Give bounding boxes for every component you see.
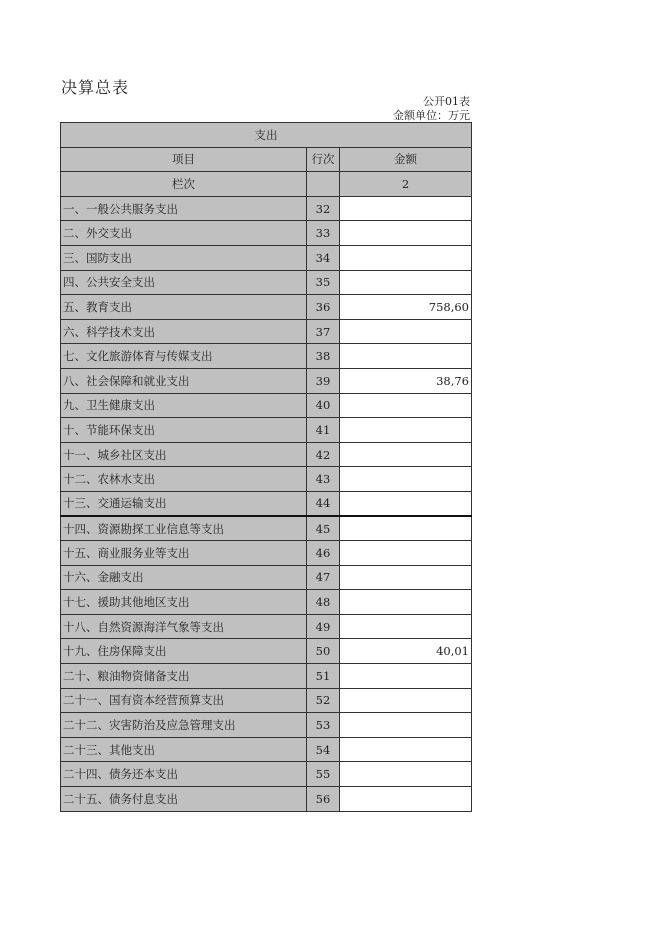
row-amount[interactable] <box>340 196 472 221</box>
row-item: 七、文化旅游体育与传媒支出 <box>61 344 307 369</box>
column-header-line: 行次 <box>307 147 340 172</box>
row-item: 八、社会保障和就业支出 <box>61 368 307 393</box>
section-header: 支出 <box>61 123 472 148</box>
row-amount[interactable] <box>340 418 472 443</box>
table-row <box>61 664 472 689</box>
table-row <box>61 344 472 369</box>
row-item: 九、卫生健康支出 <box>61 393 307 418</box>
row-item: 十五、商业服务业等支出 <box>61 541 307 566</box>
row-line: 53 <box>307 713 340 738</box>
row-amount[interactable] <box>340 541 472 566</box>
row-amount[interactable] <box>340 319 472 344</box>
table-row <box>61 393 472 418</box>
row-line: 38 <box>307 344 340 369</box>
table-row <box>61 787 472 812</box>
row-amount[interactable]: 758,60 <box>340 295 472 320</box>
table-row <box>61 565 472 590</box>
row-amount[interactable] <box>340 688 472 713</box>
table-row <box>61 442 472 467</box>
row-item: 十六、金融支出 <box>61 565 307 590</box>
table-row <box>61 713 472 738</box>
table-row <box>61 196 472 221</box>
row-item: 十七、援助其他地区支出 <box>61 590 307 615</box>
row-line: 54 <box>307 737 340 762</box>
row-amount[interactable] <box>340 467 472 492</box>
row-item: 十二、农林水支出 <box>61 467 307 492</box>
row-amount[interactable] <box>340 565 472 590</box>
row-amount[interactable] <box>340 787 472 812</box>
row-line: 35 <box>307 270 340 295</box>
row-line: 56 <box>307 787 340 812</box>
column-header-amount: 金额 <box>340 147 472 172</box>
row-item: 四、公共安全支出 <box>61 270 307 295</box>
row-line: 51 <box>307 664 340 689</box>
row-line: 52 <box>307 688 340 713</box>
row-line: 47 <box>307 565 340 590</box>
table-row <box>61 614 472 639</box>
table-row <box>61 737 472 762</box>
row-item: 十四、资源勘探工业信息等支出 <box>61 516 307 541</box>
row-amount[interactable] <box>340 245 472 270</box>
table-row <box>61 762 472 787</box>
row-amount[interactable] <box>340 491 472 516</box>
row-line: 33 <box>307 221 340 246</box>
row-line: 37 <box>307 319 340 344</box>
row-item: 六、科学技术支出 <box>61 319 307 344</box>
row-item: 五、教育支出 <box>61 295 307 320</box>
row-line: 32 <box>307 196 340 221</box>
row-line: 45 <box>307 516 340 541</box>
row-item: 二十、粮油物资储备支出 <box>61 664 307 689</box>
row-item: 十九、住房保障支出 <box>61 639 307 664</box>
row-amount[interactable] <box>340 221 472 246</box>
row-line: 36 <box>307 295 340 320</box>
table-body <box>61 196 472 811</box>
index-label: 栏次 <box>61 172 307 197</box>
row-item: 十、节能环保支出 <box>61 418 307 443</box>
row-line: 55 <box>307 762 340 787</box>
table-row <box>61 295 472 320</box>
page-title: 决算总表 <box>61 78 130 97</box>
table-row <box>61 245 472 270</box>
row-item: 一、一般公共服务支出 <box>61 196 307 221</box>
row-amount[interactable] <box>340 664 472 689</box>
row-item: 二十一、国有资本经营预算支出 <box>61 688 307 713</box>
row-line: 39 <box>307 368 340 393</box>
table-row <box>61 221 472 246</box>
row-amount[interactable] <box>340 344 472 369</box>
row-amount[interactable] <box>340 762 472 787</box>
table-row <box>61 368 472 393</box>
form-code: 公开01表 <box>423 95 470 108</box>
row-line: 49 <box>307 614 340 639</box>
row-line: 48 <box>307 590 340 615</box>
table-row <box>61 467 472 492</box>
expenditure-table <box>60 122 472 812</box>
row-item: 十一、城乡社区支出 <box>61 442 307 467</box>
row-item: 十八、自然资源海洋气象等支出 <box>61 614 307 639</box>
table-row <box>61 418 472 443</box>
row-line: 46 <box>307 541 340 566</box>
row-line: 40 <box>307 393 340 418</box>
table-row <box>61 639 472 664</box>
row-amount[interactable] <box>340 713 472 738</box>
row-item: 二十五、债务付息支出 <box>61 787 307 812</box>
row-item: 二十三、其他支出 <box>61 737 307 762</box>
row-item: 三、国防支出 <box>61 245 307 270</box>
row-line: 41 <box>307 418 340 443</box>
table-row <box>61 270 472 295</box>
row-amount[interactable] <box>340 442 472 467</box>
index-amount: 2 <box>340 172 472 197</box>
row-item: 二、外交支出 <box>61 221 307 246</box>
table-row <box>61 590 472 615</box>
index-line <box>307 172 340 197</box>
unit-label: 金额单位：万元 <box>393 109 470 122</box>
row-line: 50 <box>307 639 340 664</box>
table-row <box>61 319 472 344</box>
row-amount[interactable] <box>340 270 472 295</box>
row-amount[interactable] <box>340 614 472 639</box>
row-amount[interactable] <box>340 590 472 615</box>
row-amount[interactable] <box>340 737 472 762</box>
row-line: 34 <box>307 245 340 270</box>
table-row <box>61 541 472 566</box>
table-row <box>61 516 472 541</box>
row-line: 44 <box>307 491 340 516</box>
row-amount[interactable]: 38,76 <box>340 368 472 393</box>
row-item: 二十二、灾害防治及应急管理支出 <box>61 713 307 738</box>
row-item: 十三、交通运输支出 <box>61 491 307 516</box>
row-amount[interactable] <box>340 516 472 541</box>
column-header-item: 项目 <box>61 147 307 172</box>
row-amount[interactable]: 40,01 <box>340 639 472 664</box>
table-row <box>61 688 472 713</box>
row-line: 43 <box>307 467 340 492</box>
table-row <box>61 491 472 516</box>
row-item: 二十四、债务还本支出 <box>61 762 307 787</box>
row-amount[interactable] <box>340 393 472 418</box>
row-line: 42 <box>307 442 340 467</box>
